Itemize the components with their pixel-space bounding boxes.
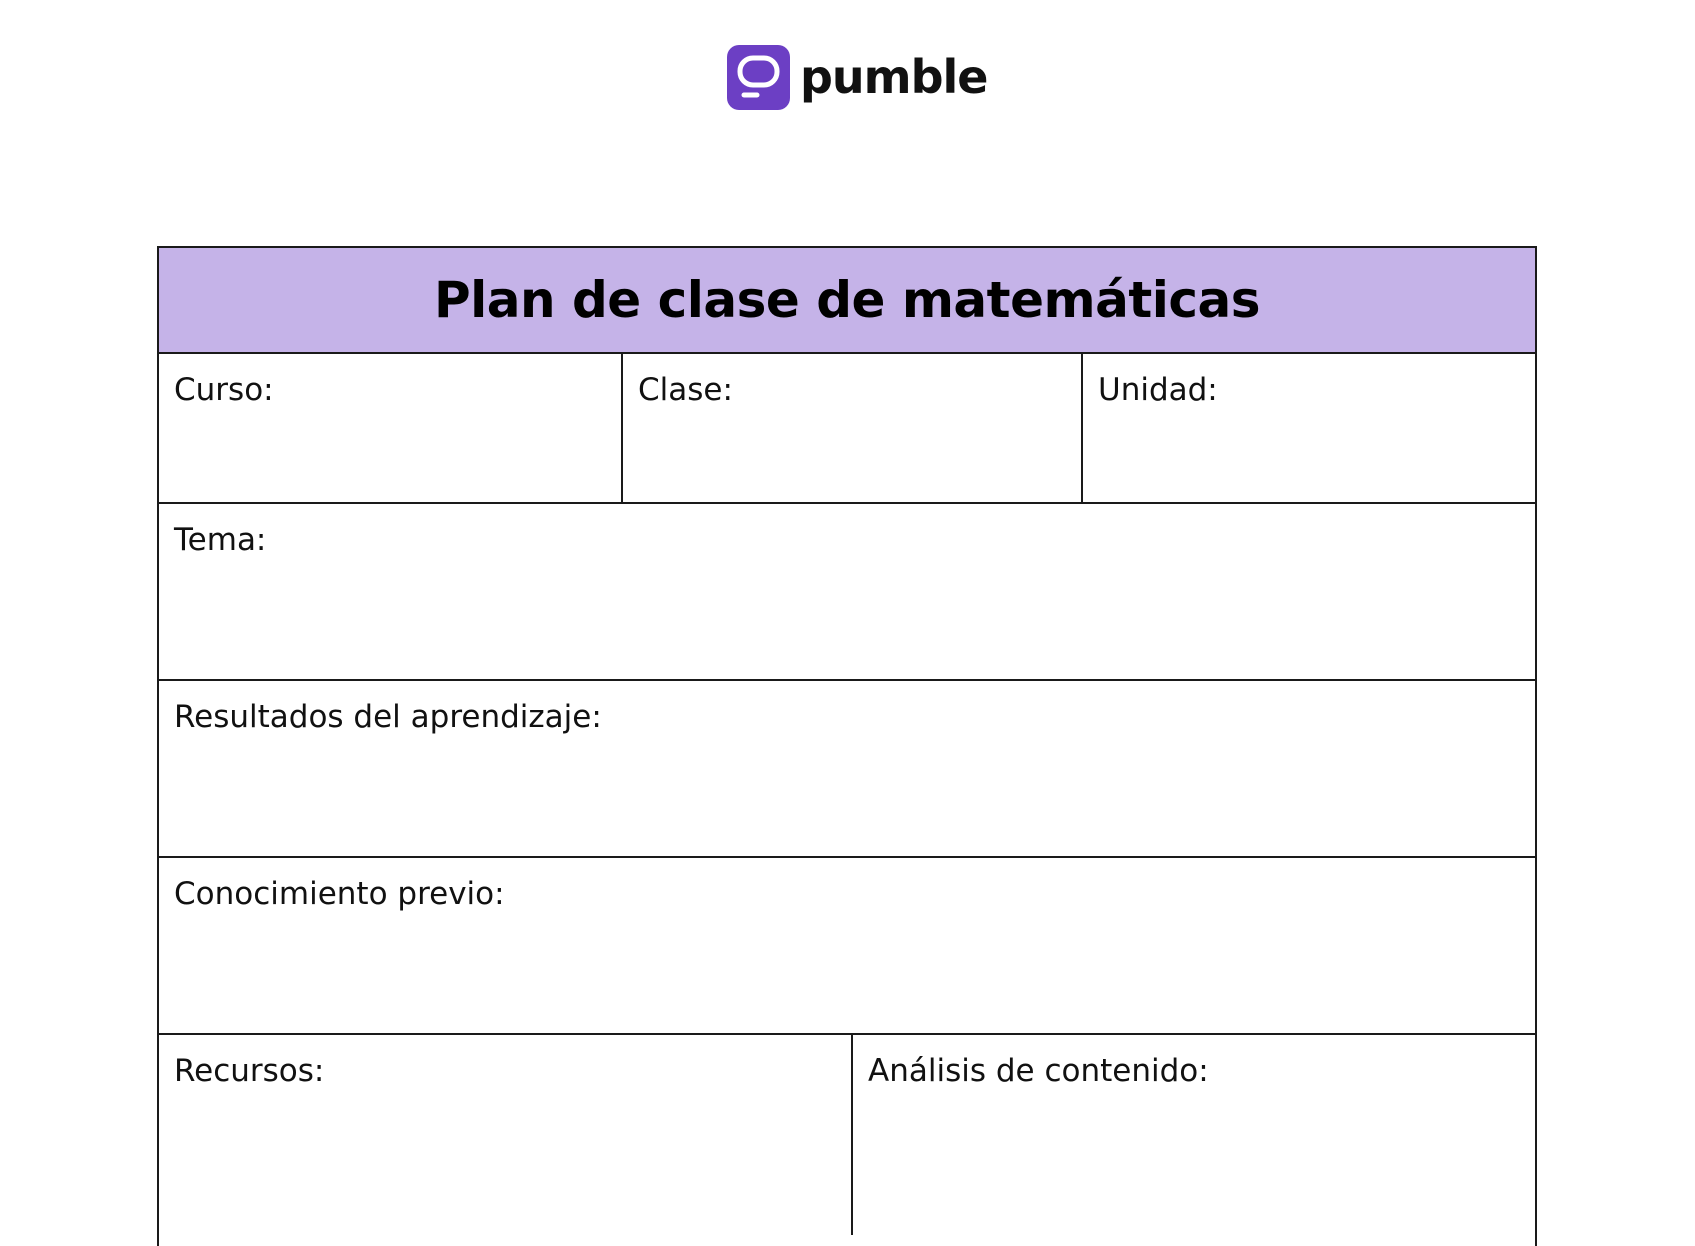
tema-field[interactable]: Tema:	[174, 522, 267, 558]
pumble-logo	[727, 45, 988, 110]
resultados-field[interactable]: Resultados del aprendizaje:	[174, 699, 602, 735]
pumble-logo-icon	[727, 45, 790, 110]
pumble-logo-text: pumble	[800, 50, 988, 104]
conocimiento-row	[159, 858, 1535, 1035]
resultados-row	[159, 681, 1535, 858]
clase-field[interactable]: Clase:	[621, 354, 1081, 502]
course-info-row	[159, 354, 1535, 504]
analisis-field[interactable]: Análisis de contenido:	[851, 1035, 1535, 1235]
unidad-field[interactable]: Unidad:	[1081, 354, 1535, 502]
tema-row	[159, 504, 1535, 681]
title-header	[159, 248, 1535, 354]
conocimiento-field[interactable]: Conocimiento previo:	[174, 876, 505, 912]
curso-field[interactable]: Curso:	[174, 372, 274, 408]
recursos-analisis-row	[159, 1035, 1535, 1235]
recursos-field[interactable]: Recursos:	[174, 1053, 325, 1089]
lesson-plan-table	[157, 246, 1537, 1246]
document-title: Plan de clase de matemáticas	[433, 271, 1260, 329]
